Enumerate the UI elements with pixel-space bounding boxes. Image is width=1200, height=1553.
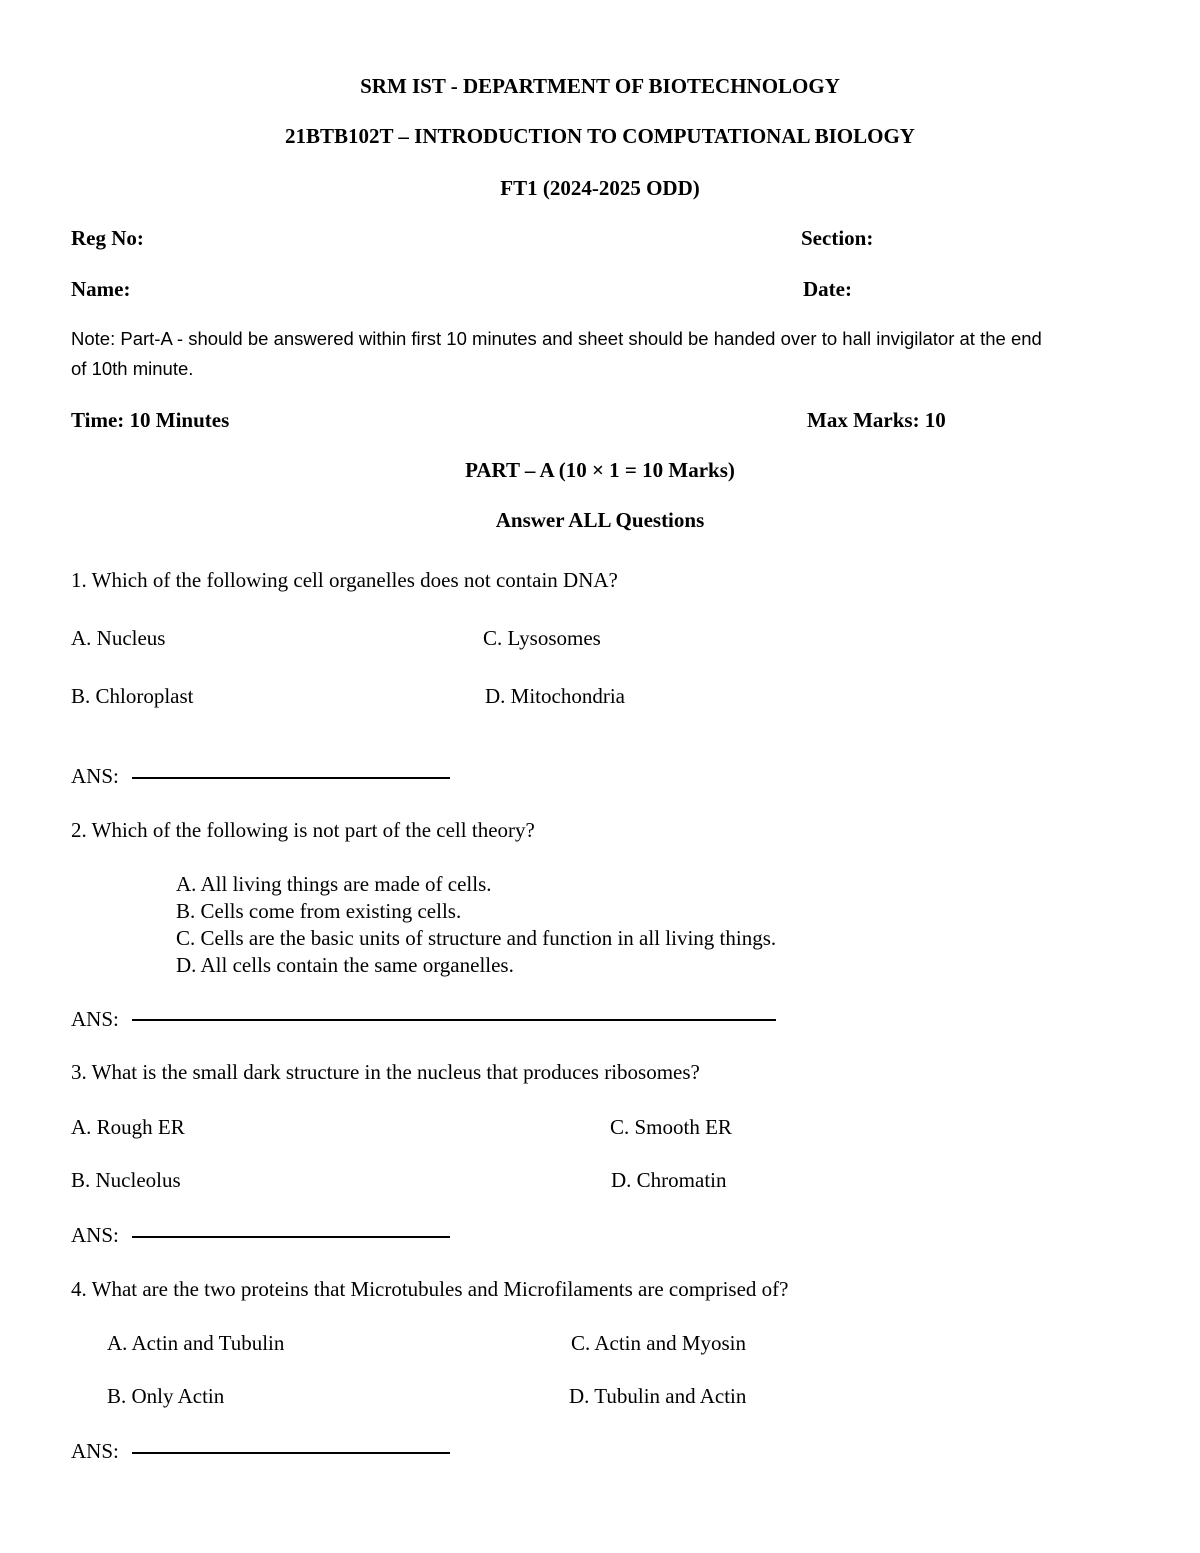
reg-no-label: Reg No: — [71, 226, 144, 250]
question-2-answer-line — [132, 1019, 776, 1021]
question-3-answer-line — [132, 1236, 450, 1238]
name-label: Name: — [71, 277, 131, 301]
note-line-2: of 10th minute. — [71, 358, 194, 379]
question-4-answer-line — [132, 1452, 450, 1454]
section-label: Section: — [801, 226, 874, 250]
question-2-option-b: B. Cells come from existing cells. — [176, 899, 462, 923]
question-3-option-a: A. Rough ER — [71, 1115, 185, 1139]
question-1-option-a: A. Nucleus — [71, 626, 166, 650]
question-1-option-d: D. Mitochondria — [485, 684, 625, 708]
time-label: Time: 10 Minutes — [71, 408, 230, 432]
question-3-ans-label: ANS: — [71, 1223, 119, 1247]
exam-heading: FT1 (2024-2025 ODD) — [500, 176, 700, 200]
question-4-option-d: D. Tubulin and Actin — [569, 1384, 747, 1408]
question-3-text: 3. What is the small dark structure in the nucleus that produces ribosomes? — [71, 1060, 700, 1084]
question-3-option-d: D. Chromatin — [611, 1168, 727, 1192]
question-2-option-c: C. Cells are the basic units of structure and function in all living things. — [176, 926, 777, 950]
question-1-ans-label: ANS: — [71, 764, 119, 788]
institution-heading: SRM IST - DEPARTMENT OF BIOTECHNOLOGY — [360, 74, 840, 98]
question-2-text: 2. Which of the following is not part of the cell theory? — [71, 818, 535, 842]
question-3-option-c: C. Smooth ER — [610, 1115, 732, 1139]
question-1-text: 1. Which of the following cell organelles does not contain DNA? — [71, 568, 618, 592]
question-4-option-a: A. Actin and Tubulin — [107, 1331, 285, 1355]
question-1-option-c: C. Lysosomes — [483, 626, 601, 650]
question-4-option-c: C. Actin and Myosin — [571, 1331, 747, 1355]
course-heading: 21BTB102T – INTRODUCTION TO COMPUTATIONAL BIOLOGY — [285, 124, 915, 148]
question-1-answer-line — [132, 777, 450, 779]
question-4-option-b: B. Only Actin — [107, 1384, 225, 1408]
question-1-option-b: B. Chloroplast — [71, 684, 194, 708]
question-4-text: 4. What are the two proteins that Microtubules and Microfilaments are comprised of? — [71, 1277, 789, 1301]
part-instruction: Answer ALL Questions — [495, 508, 705, 532]
question-2-option-d: D. All cells contain the same organelles. — [176, 953, 514, 977]
question-3-option-b: B. Nucleolus — [71, 1168, 181, 1192]
part-title: PART – A (10 × 1 = 10 Marks) — [465, 458, 735, 482]
max-marks-label: Max Marks: 10 — [807, 408, 946, 432]
question-2-option-a: A. All living things are made of cells. — [176, 872, 492, 896]
question-2-ans-label: ANS: — [71, 1007, 119, 1031]
date-label: Date: — [803, 277, 852, 301]
note-line-1: Note: Part-A - should be answered within first 10 minutes and sheet should be handed over to hall invigilator at the end — [71, 328, 1042, 349]
question-4-ans-label: ANS: — [71, 1439, 119, 1463]
